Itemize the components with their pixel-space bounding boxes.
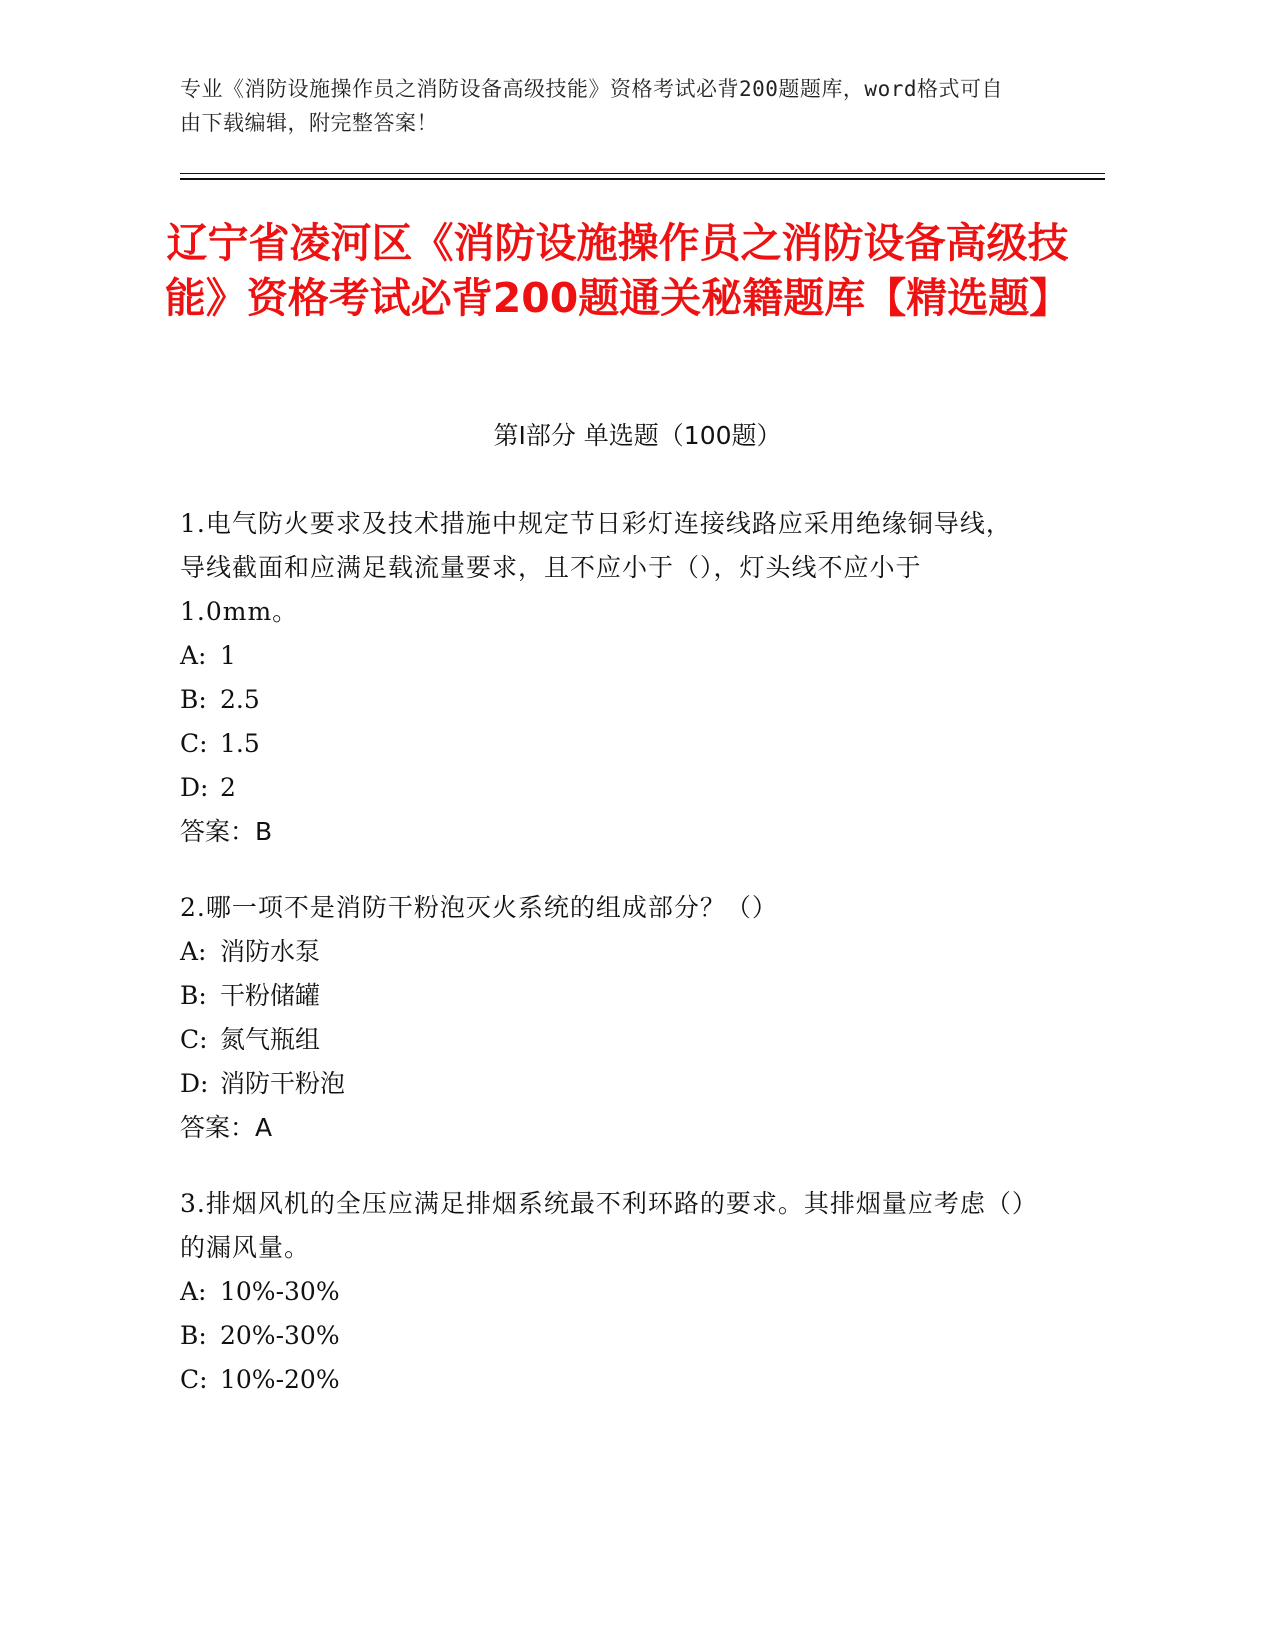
option-c <box>180 1358 1030 1402</box>
question-list <box>180 502 1030 1434</box>
question-text: 2.哪一项不是消防干粉泡灭火系统的组成部分？（） <box>180 893 778 922</box>
answer: 答案：A <box>180 1113 273 1142</box>
question-text: 3.排烟风机的全压应满足排烟系统最不利环路的要求。其排烟量应考虑（）的漏风量。 <box>180 1189 1026 1262</box>
option-b <box>180 1314 1030 1358</box>
option-value: 氮气瓶组 <box>220 1025 321 1054</box>
option-key: C: <box>180 1025 208 1054</box>
option-value: 干粉储罐 <box>220 981 321 1010</box>
header-note: 专业《消防设施操作员之消防设备高级技能》资格考试必背200题题库，word格式可自由下载编辑，附完整答案！ <box>180 77 1003 135</box>
option-value: 10%-20% <box>220 1365 340 1394</box>
option-key: C: <box>180 1365 208 1394</box>
option-b <box>180 678 1030 722</box>
header-divider-thin <box>180 173 1105 174</box>
option-value: 1.5 <box>220 729 260 758</box>
document-title: 辽宁省凌河区《消防设施操作员之消防设备高级技能》资格考试必背200题通关秘籍题库【精选题】 <box>164 219 1071 322</box>
option-b <box>180 974 1030 1018</box>
question-2 <box>180 886 1030 1150</box>
question-text: 1.电气防火要求及技术措施中规定节日彩灯连接线路应采用绝缘铜导线，导线截面和应满足载流量要求，且不应小于（），灯头线不应小于1.0mm。 <box>180 509 1012 626</box>
option-d <box>180 1062 1030 1106</box>
option-key: A: <box>180 937 207 966</box>
option-c <box>180 1018 1030 1062</box>
option-value: 消防干粉泡 <box>220 1069 346 1098</box>
option-key: A: <box>180 641 207 670</box>
option-key: C: <box>180 729 208 758</box>
section-title: 第Ⅰ部分 单选题（100题） <box>493 421 782 450</box>
option-d <box>180 766 1030 810</box>
option-key: D: <box>180 773 209 802</box>
question-3 <box>180 1182 1030 1402</box>
option-value: 消防水泵 <box>220 937 321 966</box>
option-a <box>180 634 1030 678</box>
option-c <box>180 722 1030 766</box>
option-a <box>180 1270 1030 1314</box>
option-value: 20%-30% <box>220 1321 340 1350</box>
option-key: B: <box>180 981 207 1010</box>
option-value: 2.5 <box>220 685 260 714</box>
header-divider-thick <box>180 178 1105 180</box>
option-value: 1 <box>220 641 236 670</box>
option-value: 2 <box>220 773 236 802</box>
question-1 <box>180 502 1030 854</box>
option-a <box>180 930 1030 974</box>
option-key: B: <box>180 1321 207 1350</box>
option-key: B: <box>180 685 207 714</box>
option-value: 10%-30% <box>220 1277 340 1306</box>
answer: 答案：B <box>180 817 273 846</box>
option-key: D: <box>180 1069 209 1098</box>
option-key: A: <box>180 1277 207 1306</box>
